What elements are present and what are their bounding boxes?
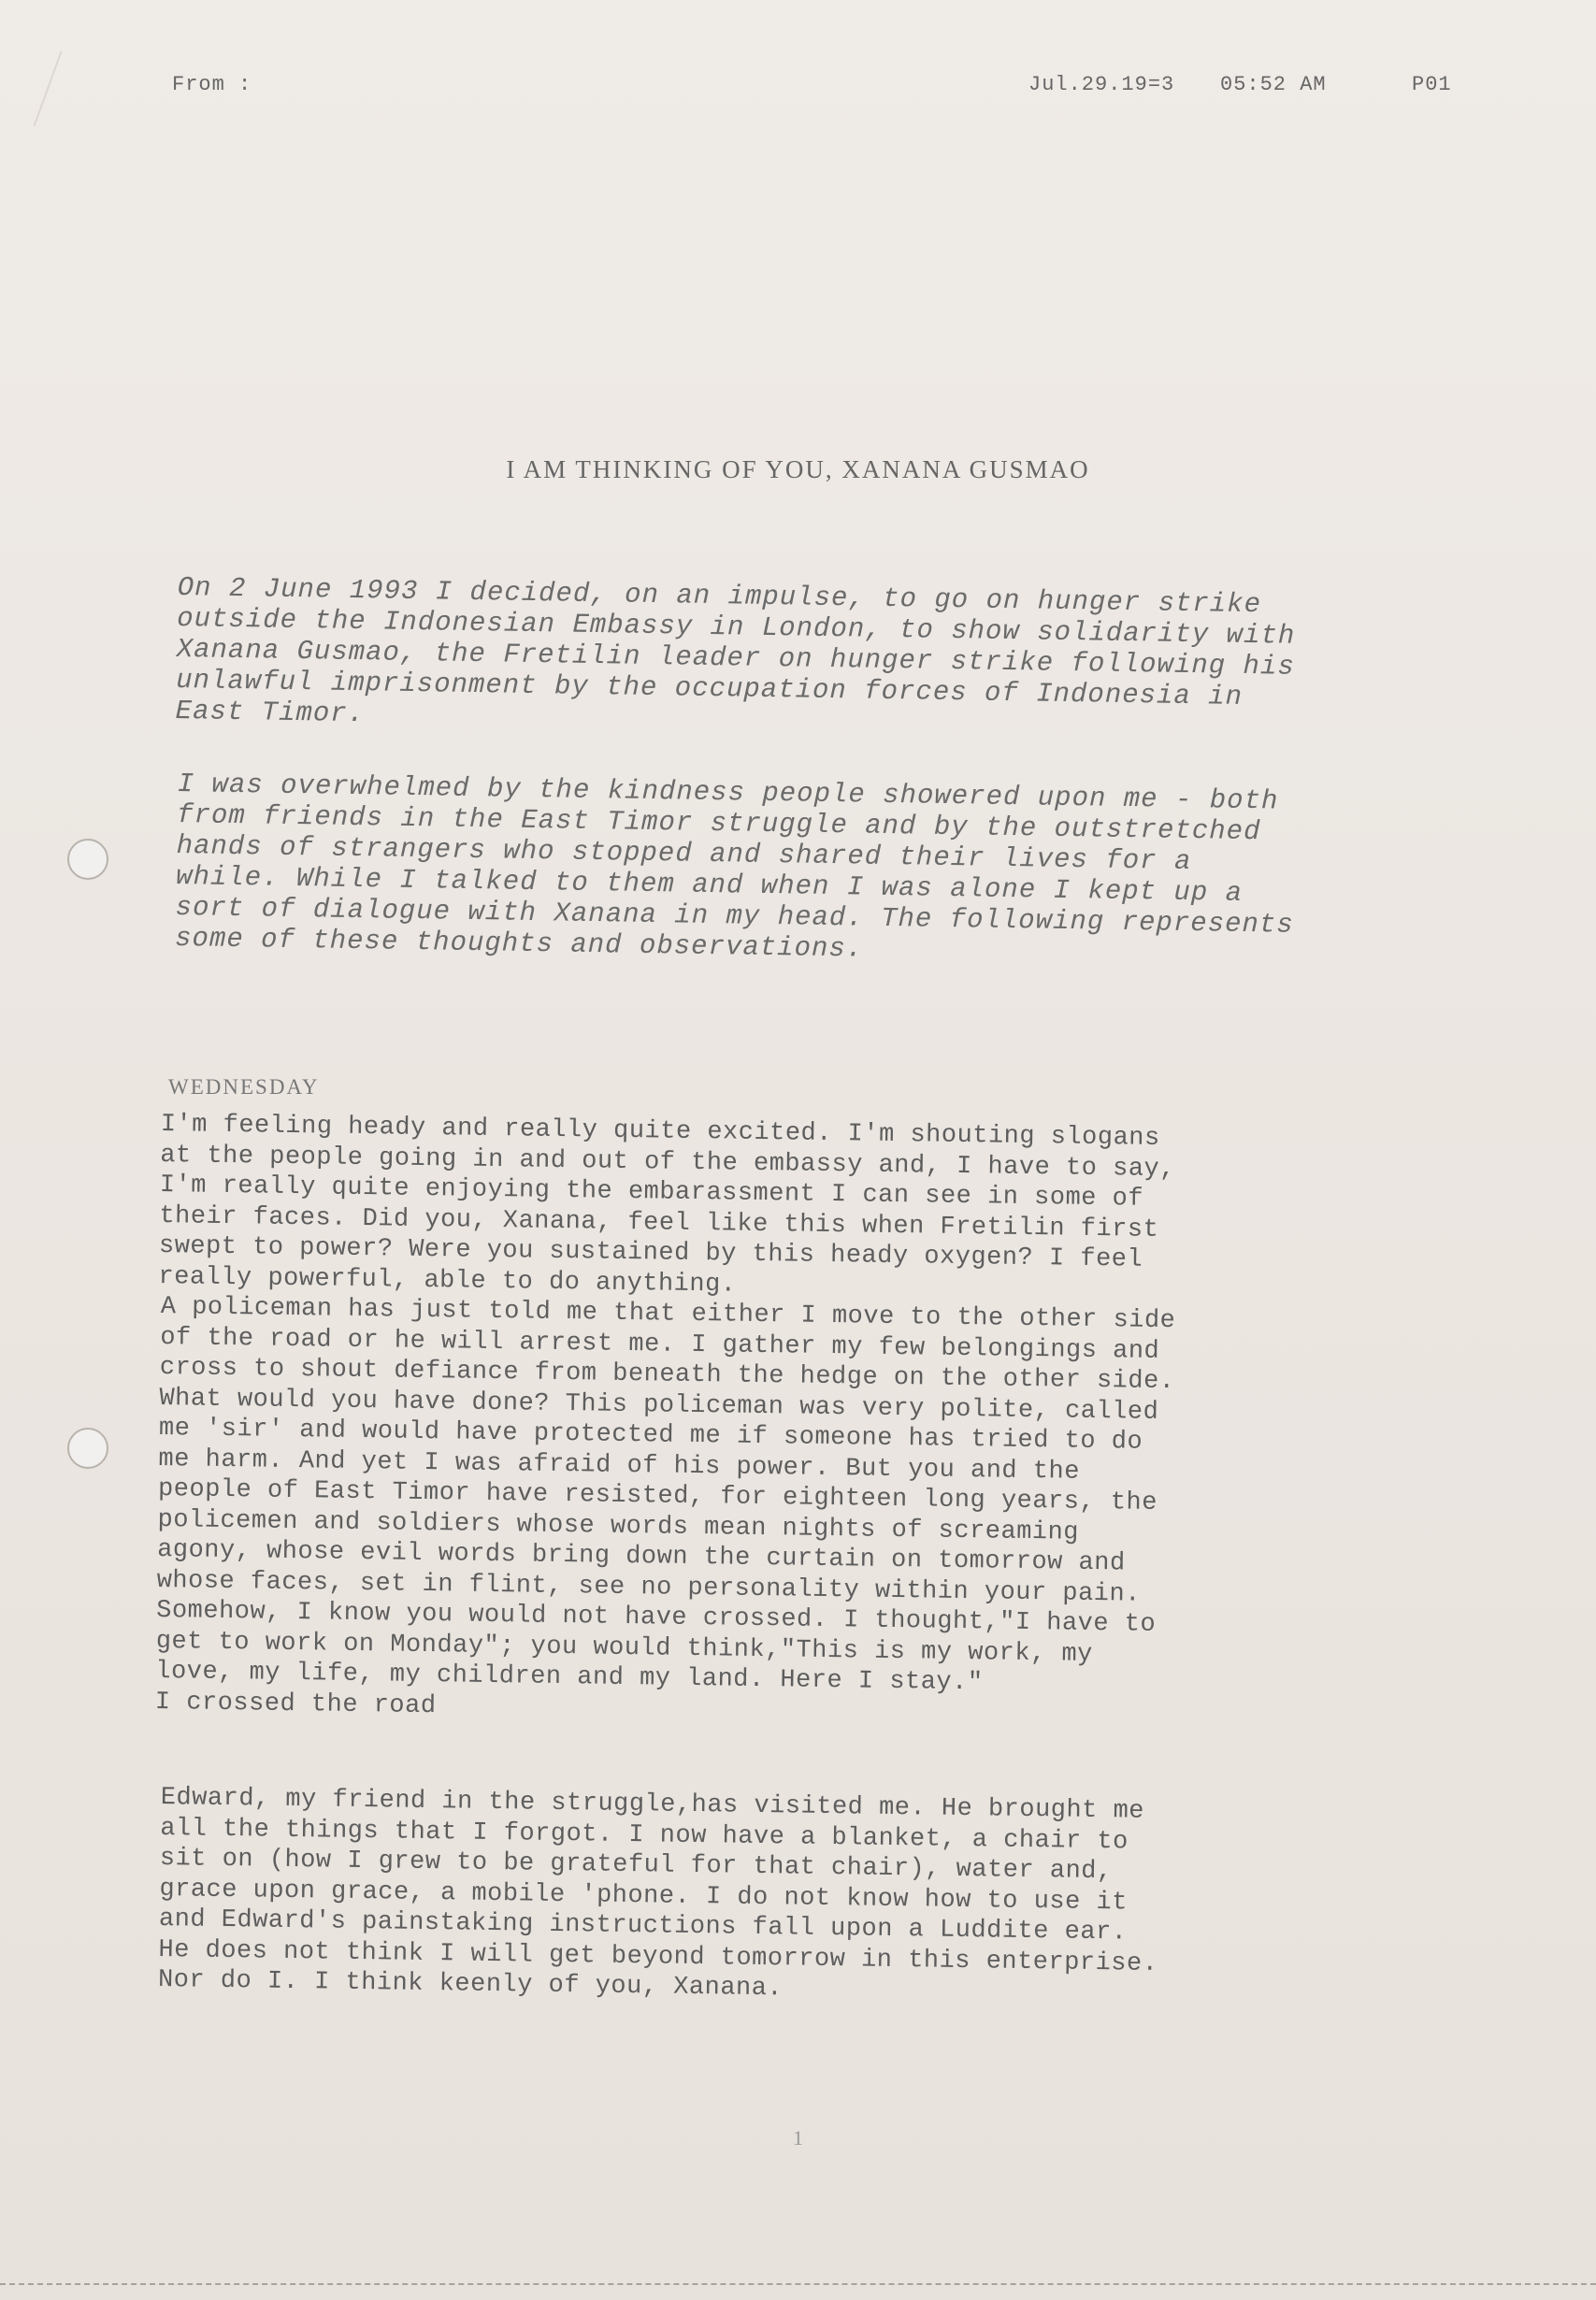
intro-paragraph: On 2 June 1993 I decided, on an impulse, to go on hunger strike outside the Indonesian Embassy in London, to show solidarity with Xanana Gusmao, the Fretilin leader on hunger strike following his unlawful imprisonment by the occupation forces of Indonesia in East Timor. [175, 572, 1296, 730]
body-paragraph: Edward, my friend in the struggle,has visited me. He brought me all the things that I forgot. I now have a blanket, a chair to sit on (how I grew to be grateful for that chair), water and, grace upon grace, a mobile 'phone. I do not know how to use it and Edward's painstaking instructions fall upon a Luddite ear. He does not think I will get beyond tomorrow in this enterprise. Nor do I. I think keenly of you, Xanana. [157, 1783, 1158, 2004]
day-heading: WEDNESDAY [168, 1075, 320, 1099]
body-paragraph: A policeman has just told me that either I move to the other side of the road or he will arrest me. I gather my few belongings and cross to shout defiance from beneath the hedge on the other side. What would you have done? This policeman was very polite, called me 'sir' and would have protected me if someone has tried to do me harm. And yet I was afraid of his power. But you and the people of East Timor have resisted, for eighteen long years, the policemen and soldiers whose words mean nights of screaming agony, whose evil words bring down the curtain on tomorrow and whose faces, set in flint, see no personality within your pain. Somehow, I know you would not have crossed. I thought,"I have to get to work on Monday"; you would think,"This is my work, my love, my life, my children and my land. Here I stay." I crossed the road [154, 1292, 1176, 1720]
fax-page-number: P01 [1412, 73, 1452, 96]
fax-time: 05:52 AM [1220, 73, 1327, 96]
perforation-line [0, 2283, 1596, 2285]
punch-hole [67, 1428, 108, 1469]
punch-hole [67, 839, 108, 880]
document-title: I AM THINKING OF YOU, XANANA GUSMAO [506, 455, 1090, 483]
fax-header [0, 73, 1596, 101]
fax-date: Jul.29.19=3 [1028, 73, 1175, 96]
body-paragraph: I'm feeling heady and really quite excited. I'm shouting slogans at the people going in and out of the embassy and, I have to say, I'm really quite enjoying the embarassment I can see in some of their faces. Did you, Xanana, feel like this when Fretilin first swept to power? Were you sustained by this heady oxygen? I feel really powerful, able to do anything. [158, 1110, 1176, 1300]
intro-paragraph: I was overwhelmed by the kindness people showered upon me - both from friends in the East Timor struggle and by the outstretched hands of strangers who stopped and shared their lives for a while. While I talked to them and when I was alone I kept up a sort of dialogue with Xanana in my head. The following represents some of these thoughts and observations. [174, 769, 1294, 965]
fax-from-label: From : [172, 73, 252, 96]
page-number: 1 [793, 2126, 803, 2149]
